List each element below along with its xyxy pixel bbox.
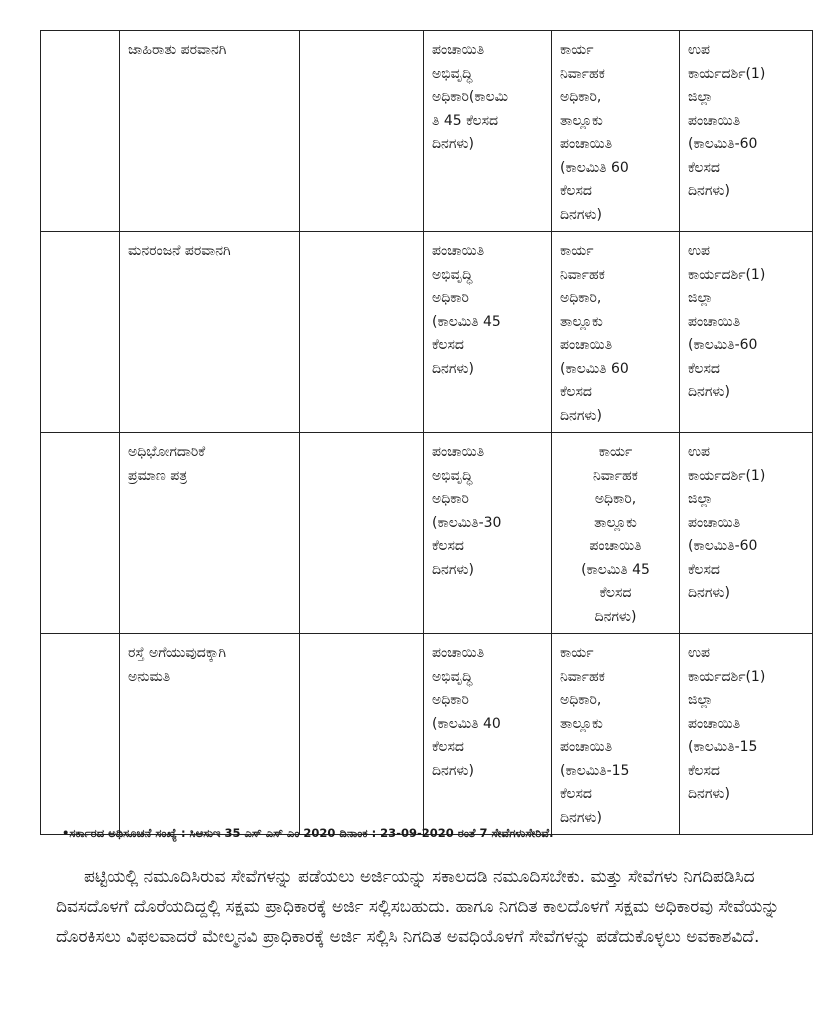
level1-officer-cell: ಪಂಚಾಯಿತಿ ಅಭಿವೃದ್ಧಿ ಅಧಿಕಾರಿ(ಕಾಲಮಿ ತಿ 45 ಕೆಲಸದ ದಿನಗಳು): [424, 31, 552, 232]
service-cell: ಅಧಿಭೋಗದಾರಿಕೆ ಪ್ರಮಾಣ ಪತ್ರ: [120, 433, 300, 634]
service-cell: ರಸ್ತೆ ಅಗೆಯುವುದಕ್ಕಾಗಿ ಅನುಮತಿ: [120, 634, 300, 835]
level2-officer-cell: ಕಾರ್ಯ ನಿರ್ವಾಹಕ ಅಧಿಕಾರಿ, ತಾಲ್ಲೂಕು ಪಂಚಾಯಿತಿ (ಕಾಲಮಿತಿ 60 ಕೆಲಸದ ದಿನಗಳು): [552, 232, 680, 433]
level2-officer-cell: ಕಾರ್ಯ ನಿರ್ವಾಹಕ ಅಧಿಕಾರಿ, ತಾಲ್ಲೂಕು ಪಂಚಾಯಿತಿ (ಕಾಲಮಿತಿ 45 ಕೆಲಸದ ದಿನಗಳು): [552, 433, 680, 634]
table-row: [41, 232, 813, 433]
serial-cell: [41, 634, 120, 835]
table-row: [41, 433, 813, 634]
level3-officer-cell: ಉಪ ಕಾರ್ಯದರ್ಶಿ(1) ಜಿಲ್ಲಾ ಪಂಚಾಯಿತಿ (ಕಾಲಮಿತಿ-60 ಕೆಲಸದ ದಿನಗಳು): [680, 433, 813, 634]
level2-officer-cell: ಕಾರ್ಯ ನಿರ್ವಾಹಕ ಅಧಿಕಾರಿ, ತಾಲ್ಲೂಕು ಪಂಚಾಯಿತಿ (ಕಾಲಮಿತಿ 60 ಕೆಲಸದ ದಿನಗಳು): [552, 31, 680, 232]
serial-cell: [41, 232, 120, 433]
level3-officer-cell: ಉಪ ಕಾರ್ಯದರ್ಶಿ(1) ಜಿಲ್ಲಾ ಪಂಚಾಯಿತಿ (ಕಾಲಮಿತಿ-60 ಕೆಲಸದ ದಿನಗಳು): [680, 31, 813, 232]
level1-officer-cell: ಪಂಚಾಯಿತಿ ಅಭಿವೃದ್ಧಿ ಅಧಿಕಾರಿ (ಕಾಲಮಿತಿ-30 ಕೆಲಸದ ದಿನಗಳು): [424, 433, 552, 634]
serial-cell: [41, 31, 120, 232]
level1-officer-cell: ಪಂಚಾಯಿತಿ ಅಭಿವೃದ್ಧಿ ಅಧಿಕಾರಿ (ಕಾಲಮಿತಿ 40 ಕೆಲಸದ ದಿನಗಳು): [424, 634, 552, 835]
level1-officer-cell: ಪಂಚಾಯಿತಿ ಅಭಿವೃದ್ಧಿ ಅಧಿಕಾರಿ (ಕಾಲಮಿತಿ 45 ಕೆಲಸದ ದಿನಗಳು): [424, 232, 552, 433]
empty-cell: [300, 634, 424, 835]
empty-cell: [300, 232, 424, 433]
level2-officer-cell: ಕಾರ್ಯ ನಿರ್ವಾಹಕ ಅಧಿಕಾರಿ, ತಾಲ್ಲೂಕು ಪಂಚಾಯಿತಿ (ಕಾಲಮಿತಿ-15 ಕೆಲಸದ ದಿನಗಳು): [552, 634, 680, 835]
level3-officer-cell: ಉಪ ಕಾರ್ಯದರ್ಶಿ(1) ಜಿಲ್ಲಾ ಪಂಚಾಯಿತಿ (ಕಾಲಮಿತಿ-15 ಕೆಲಸದ ದಿನಗಳು): [680, 634, 813, 835]
empty-cell: [300, 31, 424, 232]
service-cell: ಜಾಹಿರಾತು ಪರವಾನಗಿ: [120, 31, 300, 232]
table-row: [41, 634, 813, 835]
service-cell: ಮನರಂಜನೆ ಪರವಾನಗಿ: [120, 232, 300, 433]
body-paragraph: ಪಟ್ಟಿಯಲ್ಲಿ ನಮೂದಿಸಿರುವ ಸೇವೆಗಳನ್ನು ಪಡೆಯಲು ಅರ್ಜಿಯನ್ನು ಸಕಾಲದಡಿ ನಮೂದಿಸಬೇಕು. ಮತ್ತು ಸೇವೆಗಳು ನಿಗದಿಪಡಿಸಿದ ದಿವಸದೊಳಗೆ ದೊರೆಯದಿದ್ದಲ್ಲಿ ಸಕ್ಷಮ ಪ್ರಾಧಿಕಾರಕ್ಕೆ ಅರ್ಜಿ ಸಲ್ಲಿಸಬಹುದು. ಹಾಗೂ ನಿಗದಿತ ಕಾಲದೊಳಗೆ ಸಕ್ಷಮ ಅಧಿಕಾರವು ಸೇವೆಯನ್ನು ದೊರಕಿಸಲು ವಿಫಲವಾದರೆ ಮೇಲ್ಮನವಿ ಪ್ರಾಧಿಕಾರಕ್ಕೆ ಅರ್ಜಿ ಸಲ್ಲಿಸಿ ನಿಗದಿತ ಅವಧಿಯೊಳಗೆ ಸೇವೆಗಳನ್ನು ಪಡೆದುಕೊಳ್ಳಲು ಅವಕಾಶವಿದೆ.: [56, 867, 780, 947]
services-table: [40, 30, 813, 835]
serial-cell: [41, 433, 120, 634]
level3-officer-cell: ಉಪ ಕಾರ್ಯದರ್ಶಿ(1) ಜಿಲ್ಲಾ ಪಂಚಾಯಿತಿ (ಕಾಲಮಿತಿ-60 ಕೆಲಸದ ದಿನಗಳು): [680, 232, 813, 433]
table-row: [41, 31, 813, 232]
empty-cell: [300, 433, 424, 634]
footnote: •ಸರ್ಕಾರದ ಅಧಿಸೂಚನೆ ಸಂಖ್ಯೆ : ಸಿಆಸುಇ 35 ಎಸ್ ಎಸ್ ಎಂ 2020 ದಿನಾಂಕ : 23-09-2020 ರಂತೆ 7 ಸೇವೆಗಳುಸೇರಿವೆ.: [62, 826, 554, 840]
